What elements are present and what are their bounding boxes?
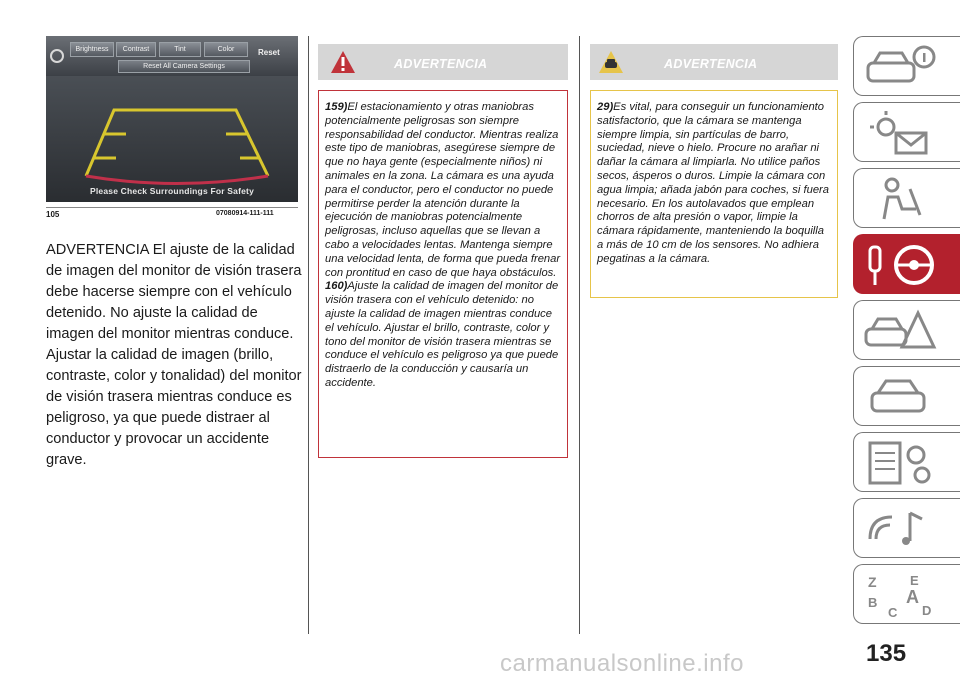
warning-triangle-icon: [330, 49, 356, 75]
rear-camera-image: [46, 36, 298, 202]
reset-button: Reset: [258, 48, 280, 57]
brightness-button: Brightness: [70, 42, 114, 57]
light-envelope-icon: [862, 109, 942, 157]
camera-safety-text: Please Check Surroundings For Safety: [89, 186, 255, 196]
tab-starting-driving[interactable]: [853, 234, 960, 294]
parking-guidelines: [46, 76, 298, 202]
tab-maintenance[interactable]: [853, 366, 960, 426]
tab-dashboard[interactable]: [853, 102, 960, 162]
seat-person-icon: [862, 175, 942, 223]
warning2-box: [590, 90, 838, 298]
watermark: carmanualsonline.info: [500, 650, 744, 677]
figure-number: 105: [46, 210, 60, 219]
warning1-title: ADVERTENCIA: [394, 57, 488, 71]
tab-safety[interactable]: [853, 168, 960, 228]
index-letter: C: [888, 605, 898, 619]
warning1-item: [325, 280, 563, 390]
index-letter: Z: [868, 574, 877, 590]
column-divider-2: [579, 36, 580, 634]
index-letter: D: [922, 603, 932, 618]
camera-settings-toolbar: [46, 36, 298, 76]
index-letter: A: [906, 587, 919, 607]
camera-view: [46, 76, 298, 202]
tab-emergency[interactable]: [853, 300, 960, 360]
item-number: 159): [325, 101, 348, 113]
tint-button: Tint: [159, 42, 201, 57]
item-text: Es vital, para conseguir un funcionamiento satisfactorio, que la cámara se mantenga siempre limpia, sin partículas de barro, suciedad, nieve o hielo. Procure no arañar ni dañar la cámara al limpiarla. No utilice paños secos, ásperos o duros. Limpie la cámara con agua limpia; añada jabón para coches, si fuera necesario. En los autolavados que emplean chorros de alta presión o vapor, limpie la cámara rápidamente, manteniendo la boquilla a más de 10 cm de los sensores. No adhiera pegatinas a la cámara.: [597, 101, 829, 265]
color-button: Color: [204, 42, 248, 57]
warning2-header: [590, 44, 838, 80]
gear-icon: [50, 49, 64, 63]
tab-vehicle-info[interactable]: [853, 36, 960, 96]
figure-rule: [46, 207, 298, 208]
signal-music-icon: [862, 505, 942, 553]
warning1-box: [318, 90, 568, 458]
warning2-title: ADVERTENCIA: [664, 57, 758, 71]
item-text: Ajuste la calidad de imagen del monitor de visión trasera con el vehículo detenido: no ajuste la calidad de imagen mientras conduce el vehículo. Ajustar el brillo, contraste, color y tono del monitor de visión trasera mientras se conduce el vehículo es peligroso ya que puede distraerlo de la conducción y causaría un accidente.: [325, 280, 559, 389]
car-icon: [862, 373, 942, 421]
body-paragraph: ADVERTENCIA El ajuste de la calidad de imagen del monitor de visión trasera debe hacerse siempre con el vehículo detenido. No ajuste la calidad de imagen del monitor mientras conduce. Ajustar la calidad de imagen (brillo, contraste, color y tonalidad) del monitor de visión trasera mientras conduce es peligroso, ya que puede distraer al conductor y provocar un accidente grave.: [46, 242, 302, 468]
reset-all-button: Reset All Camera Settings: [118, 60, 250, 73]
column-divider-1: [308, 36, 309, 634]
contrast-button: Contrast: [116, 42, 156, 57]
alphabet-index-icon: [862, 571, 952, 619]
warning2-item: [597, 101, 833, 267]
item-text: El estacionamiento y otras maniobras potencialmente peligrosas son siempre responsabilidad del conductor. Mientras realiza este tipo de maniobras, asegúrese siempre de que no haya gente (especialmente niños) ni animales en la zona. La cámara es una ayuda para el conductor, pero el conductor no puede permitirse perder la atención durante la ejecución de maniobras potencialmente peligrosas, incluso aquellas que se llevan a cabo a velocidades lentas. Mantenga siempre una velocidad lenta, de forma que pueda frenar con prontitud en caso de que haya obstáculos.: [325, 101, 561, 279]
key-steering-wheel-icon: [862, 241, 942, 289]
guideline-red: [86, 176, 268, 184]
car-info-icon: [862, 43, 942, 91]
document-gears-icon: [862, 439, 942, 487]
page-number: 135: [866, 640, 907, 667]
tab-multimedia[interactable]: [853, 498, 960, 558]
item-number: 160): [325, 280, 348, 293]
warning1-item: [325, 101, 563, 280]
tab-index[interactable]: [853, 564, 960, 624]
index-letter: E: [910, 573, 919, 588]
tab-technical-data[interactable]: [853, 432, 960, 492]
item-number: 29): [597, 101, 614, 113]
figure-code: 07080914-111-111: [216, 210, 274, 217]
guideline-outer: [86, 110, 268, 176]
car-warning-icon: [862, 307, 942, 355]
car-warning-triangle-icon: [598, 49, 624, 75]
index-letter: B: [868, 595, 878, 610]
warning1-header: [318, 44, 568, 80]
